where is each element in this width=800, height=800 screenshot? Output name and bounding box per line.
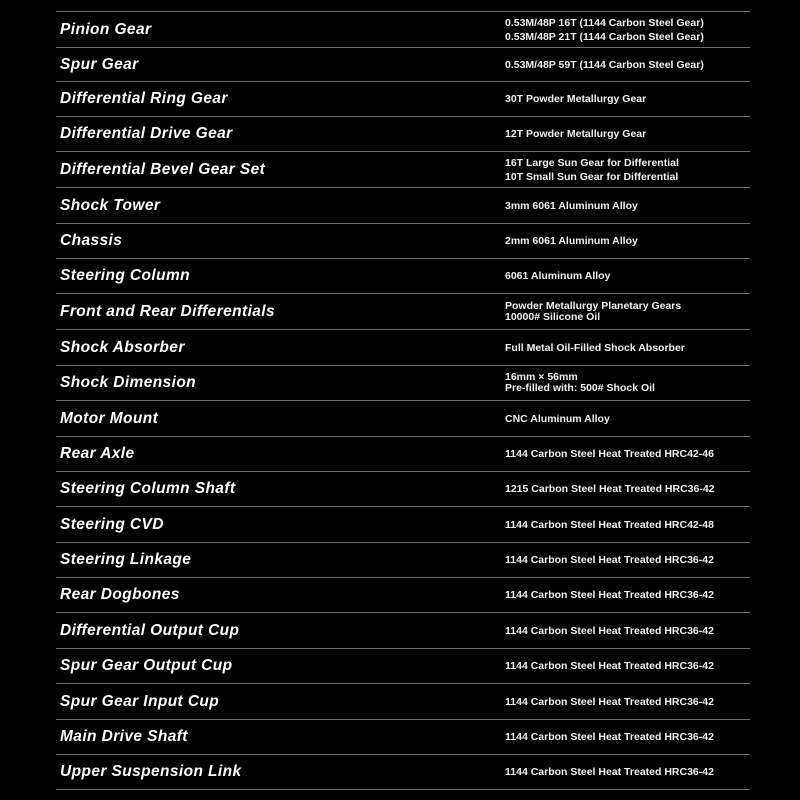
part-name: Front and Rear Differentials [60,302,276,320]
spec-line: 1215 Carbon Steel Heat Treated HRC36-42 [505,483,715,495]
spec-line: 16mm × 56mm [505,371,578,383]
spec-value [505,156,679,184]
spec-value [505,234,638,248]
spec-row [56,683,750,719]
spec-value [505,482,715,496]
part-name: Rear Dogbones [60,586,180,603]
spec-line: 12T Powder Metallurgy Gear [505,128,647,140]
spec-value [505,765,714,779]
spec-row [56,258,750,293]
spec-line: 1144 Carbon Steel Heat Treated HRC36-42 [505,766,714,778]
spec-row [56,754,750,790]
spec-row [56,187,750,223]
spec-line: 30T Powder Metallurgy Gear [505,93,647,105]
part-name: Differential Ring Gear [60,90,228,107]
spec-line: 16T Large Sun Gear for Differential [505,156,679,169]
spec-row [56,293,750,329]
spec-value [505,58,704,72]
spec-line: 2mm 6061 Aluminum Alloy [505,235,638,247]
spec-row [56,719,750,754]
spec-line: 1144 Carbon Steel Heat Treated HRC36-42 [505,731,714,743]
spec-line: 1144 Carbon Steel Heat Treated HRC36-42 [505,624,714,637]
spec-value [505,553,714,567]
spec-value [505,518,714,532]
part-name: Steering Linkage [60,551,192,568]
spec-row [56,116,750,151]
spec-line: 1144 Carbon Steel Heat Treated HRC36-42 [505,660,714,672]
spec-table [56,0,750,790]
spec-line: 1144 Carbon Steel Heat Treated HRC42-48 [505,518,714,531]
spec-line: Full Metal Oil-Filled Shock Absorber [505,341,685,354]
spec-value [505,372,655,394]
spec-row-partial [56,0,750,11]
part-name: Shock Dimension [60,374,197,391]
part-name: Main Drive Shaft [60,728,188,745]
spec-line: 3mm 6061 Aluminum Alloy [505,199,638,212]
spec-line: 1144 Carbon Steel Heat Treated HRC42-46 [505,448,714,460]
spec-line: Pre-filled with: 500# Shock Oil [505,382,655,394]
spec-value [505,127,646,141]
spec-row [56,329,750,365]
part-name: Spur Gear [60,55,139,73]
spec-value [505,624,714,638]
spec-value [505,199,638,213]
part-name: Shock Tower [60,196,161,214]
part-name: Steering Column [60,267,191,284]
spec-line: 0.53M/48P 21T (1144 Carbon Steel Gear) [505,30,704,43]
spec-row [56,506,750,542]
spec-row [56,223,750,258]
spec-line: 1144 Carbon Steel Heat Treated HRC36-42 [505,554,714,566]
part-name: Motor Mount [60,409,159,427]
part-name: Rear Axle [60,445,135,462]
spec-value [505,92,646,106]
part-name: Pinion Gear [60,20,152,38]
spec-row [56,436,750,471]
part-name: Spur Gear Output Cup [60,657,233,674]
spec-line: 1144 Carbon Steel Heat Treated HRC36-42 [505,589,714,601]
spec-row [56,471,750,506]
spec-row [56,81,750,116]
part-name: Shock Absorber [60,338,185,356]
part-name: Differential Drive Gear [60,125,233,142]
spec-line: 6061 Aluminum Alloy [505,270,611,282]
spec-line: Powder Metallurgy Planetary Gears [505,299,682,312]
part-name: Spur Gear Input Cup [60,692,220,710]
spec-row [56,151,750,187]
spec-line: 0.53M/48P 16T (1144 Carbon Steel Gear) [505,16,704,29]
spec-line: 10000# Silicone Oil [505,310,601,323]
spec-line: 1144 Carbon Steel Heat Treated HRC36-42 [505,695,714,708]
spec-row [56,612,750,648]
spec-value [505,269,610,283]
spec-value [505,695,714,709]
spec-row [56,577,750,612]
part-name: Upper Suspension Link [60,763,242,780]
spec-value [505,447,714,461]
spec-value [505,588,714,602]
spec-line: 0.53M/48P 59T (1144 Carbon Steel Gear) [505,58,704,71]
spec-value [505,16,704,44]
part-name: Differential Output Cup [60,621,240,639]
spec-value [505,412,610,426]
spec-value [505,730,714,744]
spec-row [56,365,750,400]
spec-value [505,301,681,323]
spec-row [56,400,750,436]
part-name: Differential Bevel Gear Set [60,160,266,178]
spec-row [56,542,750,577]
spec-row [56,11,750,47]
part-name: Chassis [60,232,123,249]
spec-line: 10T Small Sun Gear for Differential [505,170,679,183]
part-name: Steering CVD [60,515,164,533]
spec-value [505,341,685,355]
part-name: Steering Column Shaft [60,480,236,497]
spec-row [56,47,750,81]
spec-line: CNC Aluminum Alloy [505,412,610,425]
spec-row [56,648,750,683]
spec-value [505,659,714,673]
